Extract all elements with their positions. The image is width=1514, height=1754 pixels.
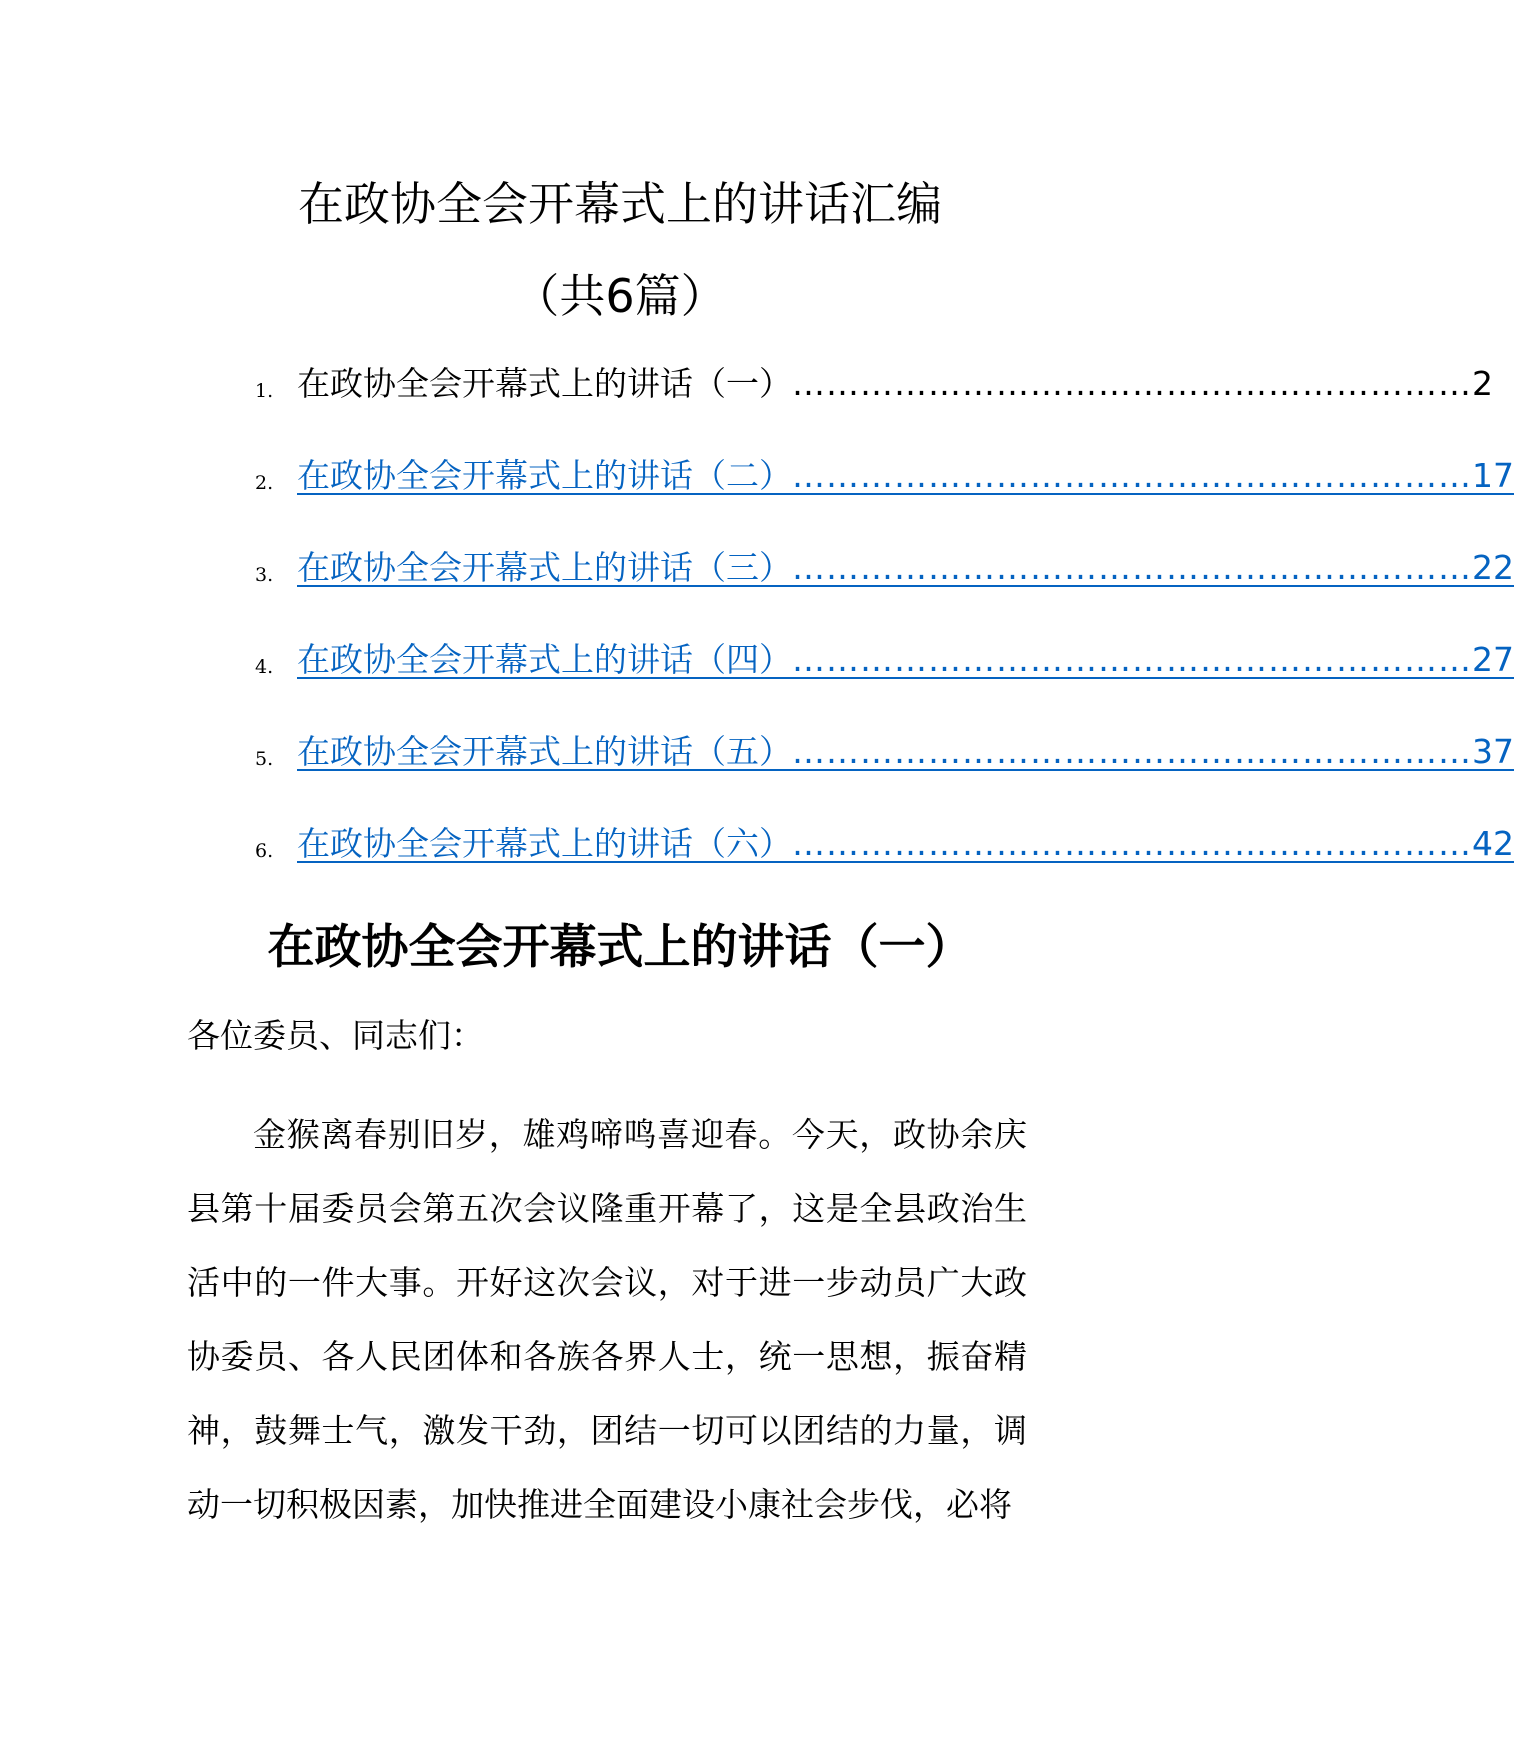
toc-entry-text: 在政协全会开幕式上的讲话（一） [297, 364, 792, 403]
salutation: 各位委员、同志们： [187, 1016, 484, 1055]
toc-page-number: 27 [1472, 640, 1514, 679]
toc-entry-text: 在政协全会开幕式上的讲话（二） [297, 456, 792, 495]
toc-item-1 [255, 358, 1493, 450]
toc-page-number: 42 [1472, 824, 1514, 863]
toc-entry-text: 在政协全会开幕式上的讲话（三） [297, 548, 792, 587]
toc-link[interactable] [297, 818, 1514, 870]
toc-number: 1. [255, 380, 274, 402]
toc-leader-dots: …………………………………………………… [792, 640, 1472, 679]
toc-page-number: 37 [1472, 732, 1514, 771]
toc-link[interactable] [297, 634, 1514, 686]
section-heading: 在政协全会开幕式上的讲话（一） [267, 920, 973, 975]
toc-link[interactable] [297, 726, 1514, 778]
toc-number: 4. [255, 656, 274, 678]
toc-number: 5. [255, 748, 274, 770]
toc-entry-text: 在政协全会开幕式上的讲话（五） [297, 732, 792, 771]
toc-entry-text: 在政协全会开幕式上的讲话（六） [297, 824, 792, 863]
toc-leader-dots: …………………………………………………… [792, 732, 1472, 771]
toc-item-4 [255, 634, 1514, 726]
toc-item-3 [255, 542, 1514, 634]
toc-entry-text: 在政协全会开幕式上的讲话（四） [297, 640, 792, 679]
toc-leader-dots: …………………………………………………… [792, 824, 1472, 863]
toc-page-number: 17 [1472, 456, 1514, 495]
toc-leader-dots: …………………………………………………… [792, 456, 1472, 495]
toc-item-2 [255, 450, 1514, 542]
toc-link[interactable] [297, 542, 1514, 594]
toc-link[interactable] [297, 450, 1514, 502]
document-title: 在政协全会开幕式上的讲话汇编 [298, 177, 942, 231]
toc-number: 2. [255, 472, 274, 494]
toc-leader-dots: …………………………………………………… [792, 364, 1472, 403]
toc-item-6 [255, 818, 1514, 910]
toc-leader-dots: …………………………………………………… [792, 548, 1472, 587]
toc-number: 6. [255, 840, 274, 862]
toc-number: 3. [255, 564, 274, 586]
body-paragraph: 金猴离春别旧岁，雄鸡啼鸣喜迎春。今天，政协余庆县第十届委员会第五次会议隆重开幕了，这是全县政治生活中的一件大事。开好这次会议，对于进一步动员广大政协委员、各人民团体和各族各界人士，统一思想，振奋精神，鼓舞士气，激发干劲，团结一切可以团结的力量，调动一切积极因素，加快推进全面建设小康社会步伐，必将 [187, 1115, 1027, 1524]
toc-item-5 [255, 726, 1514, 818]
toc-entry [297, 358, 1493, 410]
toc-page-number: 2 [1472, 364, 1493, 403]
table-of-contents [255, 358, 1514, 910]
document-subtitle: （共6篇） [513, 269, 727, 323]
toc-page-number: 22 [1472, 548, 1514, 587]
